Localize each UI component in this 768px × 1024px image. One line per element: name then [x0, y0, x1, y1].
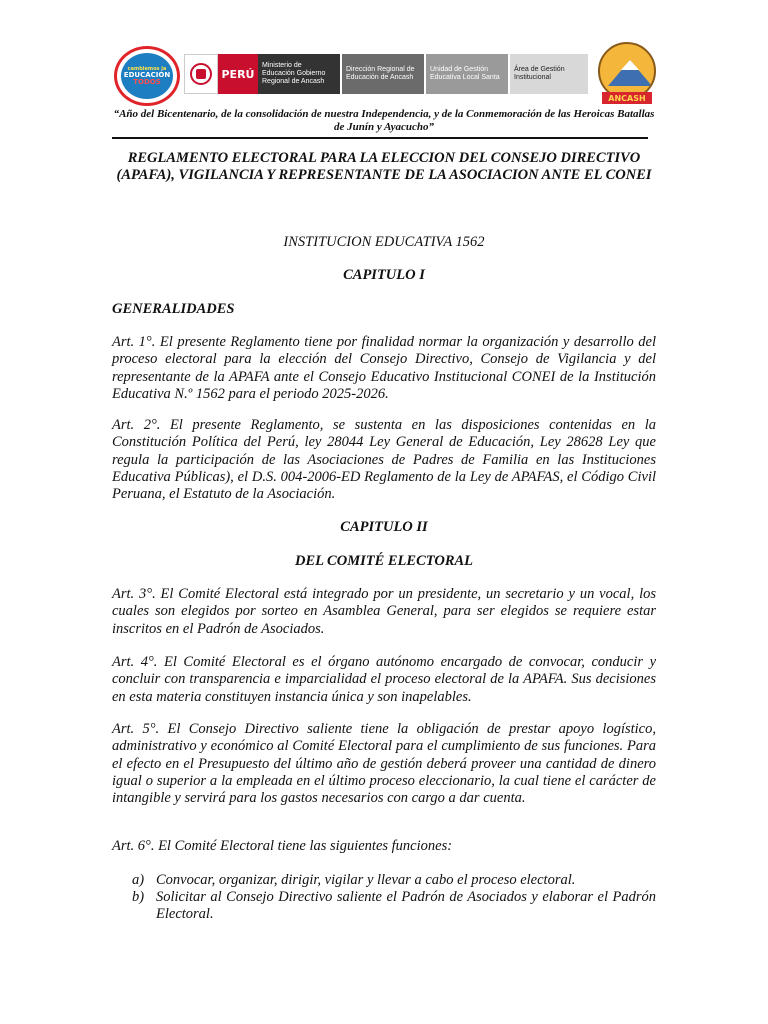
list-item-text: Solicitar al Consejo Directivo saliente el Padrón de Asociados y elaborar el Padrón Electoral. — [156, 889, 656, 922]
peru-label: PERÚ — [218, 54, 258, 94]
logo-text-2: EDUCACIÓN — [123, 70, 171, 79]
ancash-logo-text: ANCASH — [602, 92, 652, 104]
chapter-2-heading: CAPITULO II — [340, 519, 428, 535]
ugel-box: Unidad de Gestión Educativa Local Santa — [426, 54, 508, 94]
government-banner — [184, 54, 589, 94]
list-item-text: Convocar, organizar, dirigir, vigilar y llevar a cabo el proceso electoral. — [156, 872, 576, 888]
regional-direction-box: Dirección Regional de Educación de Ancash — [342, 54, 424, 94]
article-6: Art. 6°. El Comité Electoral tiene las siguientes funciones: — [112, 838, 453, 854]
list-marker: a) — [132, 872, 145, 888]
list-marker: b) — [132, 889, 145, 905]
management-area-box: Área de Gestión Institucional — [510, 54, 588, 94]
year-motto: “Año del Bicentenario, de la consolidación de nuestra Independencia, y de la Conmemoración de las Heroicas Batallas de Junín y Ayacucho” — [113, 108, 655, 133]
institution-name: INSTITUCION EDUCATIVA 1562 — [283, 234, 485, 250]
header-divider — [112, 137, 648, 139]
list-item — [132, 872, 656, 889]
article-4: Art. 4°. El Comité Electoral es el órgano autónomo encargado de convocar, conducir y concluir con transparencia e imparcialidad el proceso electoral de la APAFA. Sus decisiones en esta materia constituyen instancia única y son inapelables. — [112, 654, 656, 705]
ancash-region-logo — [596, 42, 658, 108]
functions-list — [132, 872, 656, 923]
education-campaign-logo — [114, 46, 180, 106]
article-2: Art. 2°. El presente Reglamento, se sustenta en las disposiciones contenidas en la Constitución Política del Perú, ley 28044 Ley General de Educación, Ley 28628 Ley que regula la participación de las Asociaciones de Padres de Familia en las Instituciones Educativa Públicas), el D.S. 004-2006-ED Reglamento de la Ley de APAFAS, el Código Civil Peruana, el Estatuto de la Asociación. — [112, 417, 656, 503]
logo-text-3: TODOS — [133, 77, 161, 86]
article-1: Art. 1°. El presente Reglamento tiene por finalidad normar la organización y desarrollo del proceso electoral para la elección del Consejo Directivo, Consejo de Vigilancia y del representante de la APAFA ante el Consejo Educativo Institucional CONEI de la Institución Educativa N.º 1562 para el periodo 2025-2026. — [112, 334, 656, 402]
list-item — [132, 889, 656, 923]
logo-text-1: cambiemos la — [127, 65, 167, 72]
section-generalidades: GENERALIDADES — [112, 301, 235, 317]
ministry-box: Ministerio de Educación Gobierno Regional de Ancash — [258, 54, 340, 94]
article-5: Art. 5°. El Consejo Directivo saliente tiene la obligación de prestar apoyo logístico, administrativo y económico al Comité Electoral para el cumplimiento de sus funciones. Para el efecto en el Presupuesto del último año de gestión deberá proveer una cantidad de dinero igual o superior a la empleada en el último proceso eleccionario, la cual tiene el carácter de intangible y servirá para los gastos necesarios con cargo a dar cuenta. — [112, 721, 656, 807]
section-comite-electoral: DEL COMITÉ ELECTORAL — [294, 553, 474, 569]
letterhead — [110, 42, 658, 108]
document-title: REGLAMENTO ELECTORAL PARA LA ELECCION DEL CONSEJO DIRECTIVO (APAFA), VIGILANCIA Y REPRESENTANTE DE LA ASOCIACION ANTE EL CONEI — [116, 150, 652, 183]
chapter-1-heading: CAPITULO I — [343, 267, 425, 283]
article-3: Art. 3°. El Comité Electoral está integrado por un presidente, un secretario y un vocal, los cuales son elegidos por sorteo en Asamblea General, para ser elegidos se requiere estar inscritos en el Padrón de Asociados. — [112, 586, 656, 637]
national-shield-icon — [184, 54, 218, 94]
